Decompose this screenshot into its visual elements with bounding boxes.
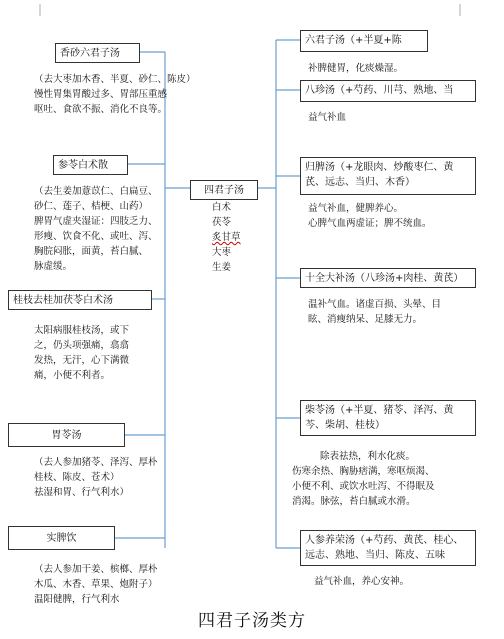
note-line: 益气补血，健脾养心。 bbox=[308, 203, 404, 214]
note-line: 眩、消瘦纳呆、足膝无力。 bbox=[308, 314, 423, 325]
formula-name: 胃苓汤 bbox=[51, 430, 82, 441]
formula-notes-chailing bbox=[292, 449, 435, 509]
note-line: 慢性胃集胃酸过多、胃部压重感 bbox=[34, 89, 168, 100]
formula-box-guizhi bbox=[8, 290, 152, 310]
formula-box-guipi bbox=[300, 157, 476, 195]
note-line: 砂仁、莲子、桔梗、山药） bbox=[34, 201, 149, 212]
formula-name: 香砂六君子汤 bbox=[60, 48, 120, 59]
formula-box-shiquan bbox=[300, 268, 476, 288]
formula-box-bazhen bbox=[300, 80, 476, 102]
formula-notes-renshen-yangrong bbox=[314, 574, 409, 589]
center-formula-name: 四君子汤 bbox=[204, 185, 244, 196]
formula-name: 归脾汤（+龙眼肉、炒酸枣仁、黄芪、远志、当归、木香） bbox=[305, 162, 454, 188]
note-line: 祛湿和胃、行气利水） bbox=[34, 487, 130, 498]
note-line: 小便不利、或饮水吐泻、不得眠及 bbox=[292, 481, 435, 492]
note-line: （去大枣加木香、半夏、砂仁、陈皮） bbox=[34, 74, 196, 85]
note-line: 温补气血。诸虚百损、头晕、目 bbox=[308, 299, 442, 310]
note-line: 除表祛热，利水化痰。 bbox=[320, 451, 416, 462]
formula-notes-shipi bbox=[34, 562, 158, 607]
formula-box-shenling bbox=[53, 155, 128, 175]
center-herb-list bbox=[212, 185, 241, 275]
formula-notes-shiquan bbox=[308, 297, 441, 327]
formula-name: 实脾饮 bbox=[46, 533, 77, 544]
note-line: 发热，无汗，心下满微 bbox=[34, 355, 130, 366]
note-line: 呕吐、食欲不振、消化不良等。 bbox=[34, 104, 168, 115]
formula-name: 六君子汤（+半夏+陈 bbox=[305, 35, 402, 46]
note-line: 形瘦、饮食不化、或吐、泻、 bbox=[34, 231, 158, 242]
note-line: （去人参加干姜、槟榔、厚朴 bbox=[34, 564, 158, 575]
formula-notes-weiling bbox=[34, 455, 158, 500]
formula-box-chailing bbox=[300, 400, 476, 436]
note-line: 痛，小便不利者。 bbox=[34, 370, 111, 381]
page-title: 四君子汤类方 bbox=[198, 611, 306, 631]
formula-notes-liujunzi bbox=[308, 61, 403, 76]
herb-item: 白术 bbox=[212, 202, 232, 213]
formula-notes-guizhi bbox=[34, 323, 129, 383]
note-line: 消渴。脉弦，苔白腻或水滑。 bbox=[292, 496, 416, 507]
formula-box-weiling bbox=[8, 423, 125, 447]
formula-name: 柴苓汤（+半夏、猪苓、泽泻、黄芩、柴胡、桂枝） bbox=[305, 405, 454, 431]
formula-box-shipi bbox=[8, 526, 115, 550]
herb-item: 炙甘草 bbox=[212, 232, 241, 243]
formula-notes-bazhen bbox=[308, 110, 346, 125]
herb-item: 茯苓 bbox=[212, 217, 232, 228]
note-line: （去生姜加薏苡仁、白扁豆、 bbox=[34, 186, 158, 197]
herb-item: 生姜 bbox=[212, 262, 232, 273]
note-line: 木瓜、木香、草果、炮附子） bbox=[34, 579, 158, 590]
note-line: 温阳健脾，行气利水 bbox=[34, 594, 120, 605]
formula-box-xiangsha bbox=[55, 43, 140, 63]
note-line: 益气补血 bbox=[308, 112, 347, 123]
note-line: 心脾气血两虚证；脾不统血。 bbox=[308, 218, 432, 229]
formula-name: 人参养荣汤（+芍药、黄芪、桂心、远志、熟地、当归、陈皮、五味 bbox=[305, 535, 464, 561]
note-line: 太阳病服桂枝汤，或下 bbox=[34, 325, 130, 336]
note-line: 脾胃气虚夹湿证：四肢乏力、 bbox=[34, 216, 158, 227]
formula-name: 十全大补汤（八珍汤+肉桂、黄芪） bbox=[305, 273, 464, 284]
note-line: 之，仍头项强痛，翕翕 bbox=[34, 340, 130, 351]
note-line: 桂枝、陈皮、苍术） bbox=[34, 472, 120, 483]
note-line: （去人参加猪苓、泽泻、厚朴 bbox=[34, 457, 158, 468]
formula-name: 八珍汤（+芍药、川芎、熟地、当 bbox=[305, 85, 454, 96]
note-line: 补脾健胃，化痰燥湿。 bbox=[308, 63, 404, 74]
note-line: 益气补血，养心安神。 bbox=[314, 576, 410, 587]
formula-name: 参苓白术散 bbox=[58, 160, 108, 171]
note-line: 伤寒余热、胸胁痞满，寒呕烦渴、 bbox=[292, 466, 435, 477]
formula-box-liujunzi bbox=[300, 30, 428, 52]
formula-notes-shenling bbox=[34, 184, 158, 274]
note-line: 胸脘闷胀，面黄，苔白腻、 bbox=[34, 246, 149, 257]
formula-notes-xiangsha bbox=[34, 72, 196, 117]
formula-name: 桂枝去桂加茯苓白术汤 bbox=[13, 295, 113, 306]
formula-notes-guipi bbox=[308, 201, 432, 231]
herb-item: 大枣 bbox=[212, 247, 232, 258]
note-line: 脉虚缓。 bbox=[34, 261, 73, 272]
formula-box-renshen-yangrong bbox=[300, 530, 476, 566]
